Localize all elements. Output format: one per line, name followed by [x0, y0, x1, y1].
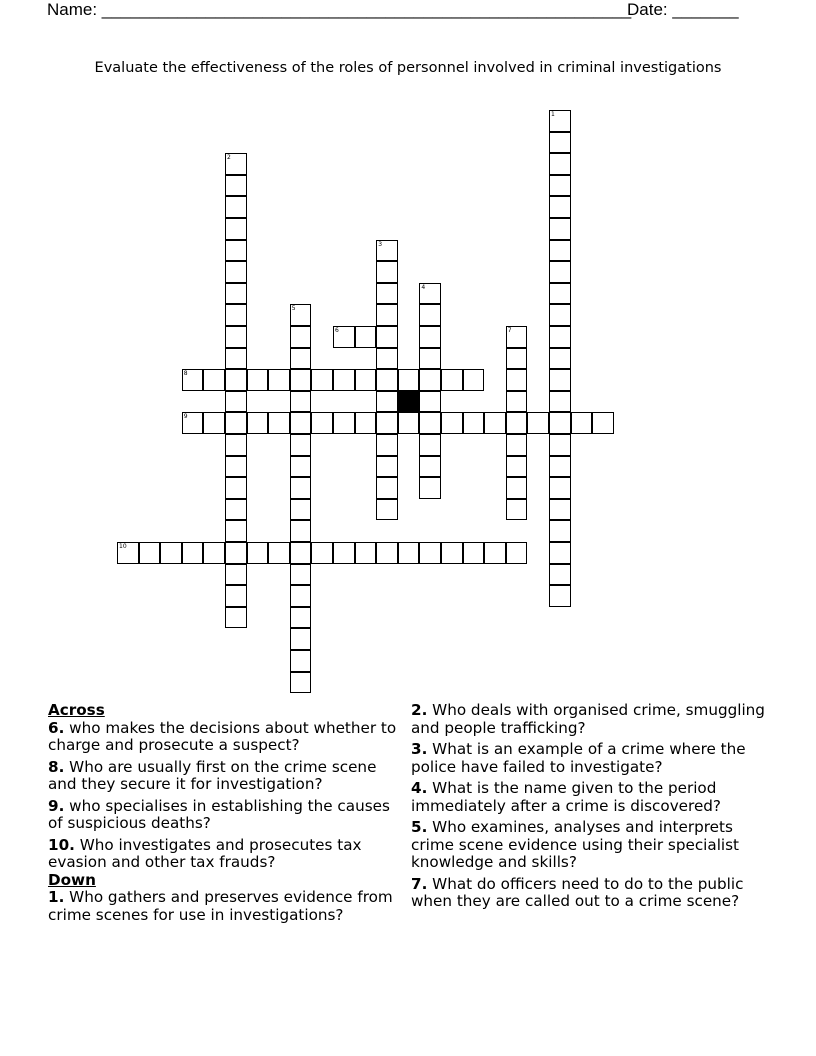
grid-cell[interactable]: [506, 477, 528, 499]
grid-cell[interactable]: [333, 542, 355, 564]
black-square: [398, 391, 420, 413]
grid-cell[interactable]: [549, 240, 571, 262]
grid-cell[interactable]: [549, 261, 571, 283]
grid-cell[interactable]: [290, 628, 312, 650]
grid-cell[interactable]: [160, 542, 182, 564]
grid-cell[interactable]: [290, 477, 312, 499]
grid-cell[interactable]: [549, 477, 571, 499]
grid-cell[interactable]: [527, 412, 549, 434]
clue-number: 3: [378, 240, 383, 248]
grid-cell[interactable]: [549, 542, 571, 564]
grid-cell[interactable]: [333, 369, 355, 391]
clue-down-1: 1. Who gathers and preserves evidence from crime scenes for use in investigations?: [48, 888, 393, 924]
grid-cell[interactable]: [398, 412, 420, 434]
clue-down-5: 5. Who examines, analyses and interprets crime scene evidence using their specialist knowledge and skills?: [411, 818, 740, 871]
grid-cell[interactable]: [225, 369, 247, 391]
grid-cell[interactable]: [549, 326, 571, 348]
grid-cell[interactable]: [419, 456, 441, 478]
grid-cell[interactable]: [549, 110, 571, 132]
grid-cell[interactable]: [225, 607, 247, 629]
grid-cell[interactable]: [549, 564, 571, 586]
grid-cell[interactable]: [290, 434, 312, 456]
grid-cell[interactable]: [311, 542, 333, 564]
grid-cell[interactable]: [225, 585, 247, 607]
grid-cell[interactable]: [355, 412, 377, 434]
page-title: Evaluate the effectiveness of the roles of personnel involved in criminal investigations: [94, 60, 722, 76]
clue-across-9: 9. who specialises in establishing the causes of suspicious deaths?: [48, 796, 390, 832]
grid-cell[interactable]: [290, 391, 312, 413]
grid-cell[interactable]: [268, 412, 290, 434]
grid-cell[interactable]: [290, 348, 312, 370]
grid-cell[interactable]: [376, 456, 398, 478]
grid-cell[interactable]: [247, 369, 269, 391]
clue-down-4: 4. What is the name given to the period immediately after a crime is discovered?: [411, 779, 721, 815]
grid-cell[interactable]: [376, 391, 398, 413]
grid-cell[interactable]: [139, 542, 161, 564]
grid-cell[interactable]: [333, 326, 355, 348]
grid-cell[interactable]: [290, 650, 312, 672]
grid-cell[interactable]: [203, 412, 225, 434]
clue-number: 4: [421, 283, 426, 291]
grid-cell[interactable]: [419, 542, 441, 564]
clue-across-10: 10. Who investigates and prosecutes tax evasion and other tax frauds?: [48, 835, 362, 871]
grid-cell[interactable]: [225, 391, 247, 413]
grid-cell[interactable]: [355, 369, 377, 391]
grid-cell[interactable]: [290, 564, 312, 586]
across-heading: Across: [48, 701, 105, 719]
grid-cell[interactable]: [290, 499, 312, 521]
grid-cell[interactable]: [225, 564, 247, 586]
grid-cell[interactable]: [549, 520, 571, 542]
grid-cell[interactable]: [398, 542, 420, 564]
grid-cell[interactable]: [376, 348, 398, 370]
down-heading: Down: [48, 870, 96, 889]
grid-cell[interactable]: [441, 369, 463, 391]
grid-cell[interactable]: [419, 369, 441, 391]
grid-cell[interactable]: [549, 348, 571, 370]
grid-cell[interactable]: [463, 369, 485, 391]
grid-cell[interactable]: [549, 585, 571, 607]
grid-cell[interactable]: [506, 412, 528, 434]
grid-cell[interactable]: [290, 672, 312, 694]
grid-cell[interactable]: [225, 456, 247, 478]
grid-cell[interactable]: [355, 542, 377, 564]
grid-cell[interactable]: [290, 369, 312, 391]
grid-cell[interactable]: [182, 412, 204, 434]
grid-cell[interactable]: [376, 477, 398, 499]
grid-cell[interactable]: [376, 369, 398, 391]
clue-down-7: 7. What do officers need to do to the public when they are called out to a crime scene?: [411, 874, 744, 910]
grid-cell[interactable]: [182, 542, 204, 564]
clue-number: 10: [119, 543, 127, 550]
grid-cell[interactable]: [290, 607, 312, 629]
grid-cell[interactable]: [549, 304, 571, 326]
grid-cell[interactable]: [463, 412, 485, 434]
grid-cell[interactable]: [592, 412, 614, 434]
clues-left-column: [48, 702, 398, 928]
clue-across-6: 6. who makes the decisions about whether to charge and prosecute a suspect?: [48, 718, 397, 754]
grid-cell[interactable]: [549, 499, 571, 521]
grid-cell[interactable]: [463, 542, 485, 564]
grid-cell[interactable]: [182, 369, 204, 391]
grid-cell[interactable]: [203, 369, 225, 391]
grid-cell[interactable]: [484, 412, 506, 434]
grid-cell[interactable]: [117, 542, 139, 564]
grid-cell[interactable]: [549, 175, 571, 197]
grid-cell[interactable]: [225, 348, 247, 370]
grid-cell[interactable]: [225, 240, 247, 262]
clue-across-8: 8. Who are usually first on the crime scene and they secure it for investigation?: [48, 757, 377, 793]
grid-cell[interactable]: [290, 326, 312, 348]
grid-cell[interactable]: [484, 542, 506, 564]
grid-cell[interactable]: [419, 412, 441, 434]
grid-cell[interactable]: [290, 456, 312, 478]
grid-cell[interactable]: [225, 175, 247, 197]
grid-cell[interactable]: [506, 434, 528, 456]
grid-cell[interactable]: [419, 477, 441, 499]
clue-number: 6: [335, 327, 339, 334]
grid-cell[interactable]: [506, 326, 528, 348]
grid-cell[interactable]: [290, 585, 312, 607]
grid-cell[interactable]: [506, 348, 528, 370]
grid-cell[interactable]: [376, 240, 398, 262]
grid-cell[interactable]: [376, 434, 398, 456]
grid-cell[interactable]: [419, 348, 441, 370]
grid-cell[interactable]: [376, 304, 398, 326]
grid-cell[interactable]: [419, 304, 441, 326]
grid-cell[interactable]: [225, 412, 247, 434]
clue-number: 8: [183, 370, 188, 378]
grid-cell[interactable]: [290, 304, 312, 326]
grid-cell[interactable]: [549, 196, 571, 218]
clue-number: 7: [507, 327, 512, 334]
clues-right-column: [411, 702, 771, 915]
grid-cell[interactable]: [225, 304, 247, 326]
clue-number: 2: [227, 154, 231, 162]
clue-down-2: 2. Who deals with organised crime, smuggling and people trafficking?: [411, 701, 765, 737]
grid-cell[interactable]: [225, 499, 247, 521]
clue-number: 1: [551, 111, 555, 118]
grid-cell[interactable]: [225, 542, 247, 564]
grid-cell[interactable]: [506, 369, 528, 391]
grid-cell[interactable]: [290, 542, 312, 564]
grid-cell[interactable]: [549, 434, 571, 456]
grid-cell[interactable]: [376, 499, 398, 521]
grid-cell[interactable]: [268, 369, 290, 391]
grid-cell[interactable]: [549, 369, 571, 391]
grid-cell[interactable]: [247, 412, 269, 434]
grid-cell[interactable]: [311, 369, 333, 391]
date-field-label: Date: _______: [627, 0, 739, 19]
grid-cell[interactable]: [549, 456, 571, 478]
clue-number: 5: [291, 305, 296, 313]
grid-cell[interactable]: [290, 412, 312, 434]
grid-cell[interactable]: [311, 412, 333, 434]
grid-cell[interactable]: [376, 261, 398, 283]
grid-cell[interactable]: [290, 520, 312, 542]
grid-cell[interactable]: [247, 542, 269, 564]
grid-cell[interactable]: [506, 456, 528, 478]
grid-cell[interactable]: [571, 412, 593, 434]
grid-cell[interactable]: [268, 542, 290, 564]
grid-cell[interactable]: [225, 434, 247, 456]
grid-cell[interactable]: [225, 153, 247, 175]
grid-cell[interactable]: [376, 326, 398, 348]
grid-cell[interactable]: [225, 326, 247, 348]
grid-cell[interactable]: [549, 283, 571, 305]
grid-cell[interactable]: [506, 499, 528, 521]
grid-cell[interactable]: [419, 391, 441, 413]
grid-cell[interactable]: [419, 283, 441, 305]
grid-cell[interactable]: [441, 412, 463, 434]
grid-cell[interactable]: [376, 542, 398, 564]
grid-cell[interactable]: [549, 218, 571, 240]
grid-cell[interactable]: [419, 434, 441, 456]
grid-cell[interactable]: [203, 542, 225, 564]
grid-cell[interactable]: [506, 542, 528, 564]
grid-cell[interactable]: [376, 283, 398, 305]
grid-cell[interactable]: [506, 391, 528, 413]
grid-cell[interactable]: [419, 326, 441, 348]
grid-cell[interactable]: [355, 326, 377, 348]
clue-number: 9: [183, 413, 188, 421]
grid-cell[interactable]: [225, 196, 247, 218]
grid-cell[interactable]: [549, 412, 571, 434]
grid-cell[interactable]: [225, 520, 247, 542]
grid-cell[interactable]: [225, 218, 247, 240]
grid-cell[interactable]: [333, 412, 355, 434]
grid-cell[interactable]: [225, 477, 247, 499]
grid-cell[interactable]: [225, 283, 247, 305]
grid-cell[interactable]: [398, 369, 420, 391]
grid-cell[interactable]: [376, 412, 398, 434]
grid-cell[interactable]: [225, 261, 247, 283]
grid-cell[interactable]: [441, 542, 463, 564]
grid-cell[interactable]: [549, 391, 571, 413]
name-field-label: Name: ________________________________________________________: [47, 0, 632, 19]
clue-down-3: 3. What is an example of a crime where the police have failed to investigate?: [411, 740, 746, 776]
grid-cell[interactable]: [549, 132, 571, 154]
grid-cell[interactable]: [549, 153, 571, 175]
